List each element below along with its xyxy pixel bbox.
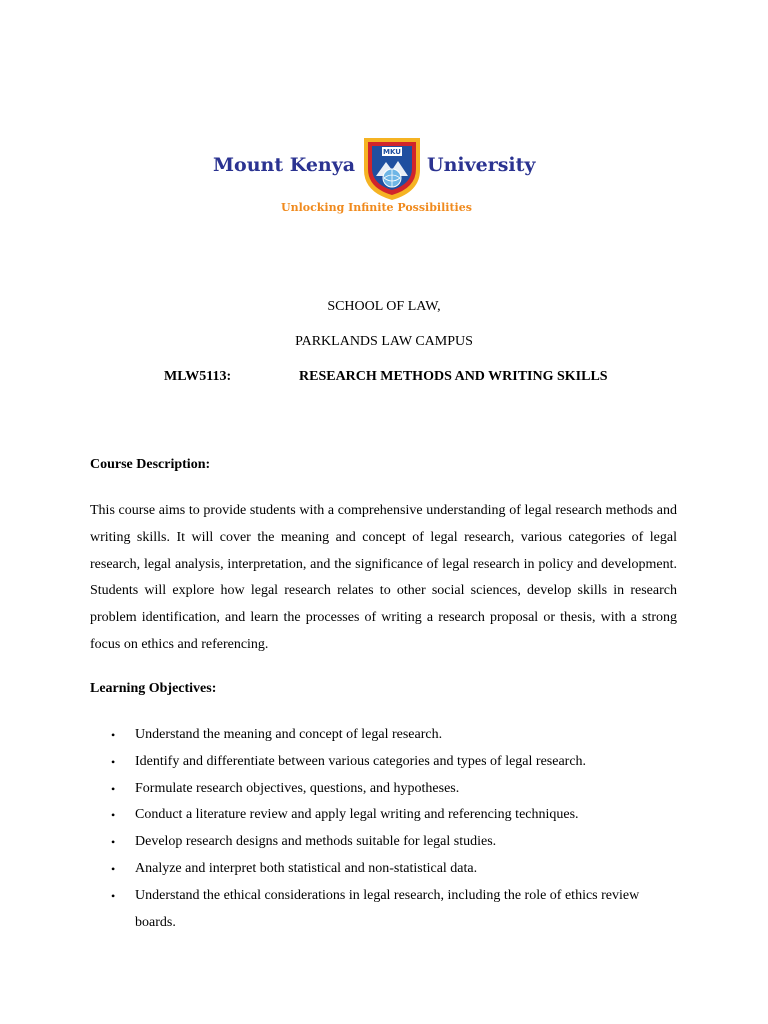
- logo-text-right: University: [427, 154, 536, 176]
- objective-text: Understand the meaning and concept of legal research.: [135, 727, 443, 742]
- course-code: MLW5113:: [164, 369, 232, 384]
- objective-text: Develop research designs and methods suitable for legal studies.: [135, 834, 497, 850]
- list-item: [90, 776, 650, 803]
- learning-objectives-list: [90, 722, 650, 936]
- university-logo: [210, 134, 540, 220]
- logo-text-left: Mount Kenya: [213, 154, 356, 176]
- bullet-icon: •: [111, 728, 116, 742]
- bullet-icon: •: [111, 861, 116, 876]
- list-item: [90, 802, 650, 829]
- bullet-icon: •: [111, 781, 116, 796]
- list-item: [90, 829, 650, 856]
- logo-tagline: Unlocking Infinite Possibilities: [281, 201, 472, 214]
- objective-text: Conduct a literature review and apply legal writing and referencing techniques.: [135, 807, 579, 823]
- bullet-icon: •: [111, 754, 116, 769]
- objective-text: Analyze and interpret both statistical and non-statistical data.: [135, 860, 478, 876]
- learning-objectives-heading: Learning Objectives:: [90, 681, 217, 696]
- university-crest-icon: [360, 134, 424, 202]
- bullet-icon: •: [111, 808, 116, 823]
- bullet-icon: •: [111, 835, 116, 850]
- school-name: SCHOOL OF LAW,: [327, 299, 441, 314]
- list-item: [90, 722, 650, 749]
- svg-text:MKU: MKU: [383, 148, 401, 156]
- course-description-heading: Course Description:: [90, 457, 211, 472]
- list-item: [90, 883, 650, 937]
- bullet-icon: •: [111, 888, 116, 903]
- campus-name: PARKLANDS LAW CAMPUS: [295, 334, 473, 349]
- objective-text: Formulate research objectives, questions, and hypotheses.: [135, 780, 460, 796]
- objective-text: Identify and differentiate between various categories and types of legal research.: [135, 753, 587, 769]
- course-description-text: This course aims to provide students with a comprehensive understanding of legal research methods and writing skills. It will cover the meaning and concept of legal research, various categories of legal research, legal analysis, interpretation, and the significance of legal research in policy and development. Students will explore how legal research relates to other social sciences, develop skills in research problem identification, and learn the processes of writing a research proposal or thesis, with a strong focus on ethics and referencing.: [90, 503, 677, 652]
- list-item: [90, 749, 650, 776]
- course-title: RESEARCH METHODS AND WRITING SKILLS: [299, 369, 608, 384]
- objective-text: Understand the ethical considerations in legal research, including the role of ethics review boards.: [135, 887, 640, 930]
- list-item: [90, 856, 650, 883]
